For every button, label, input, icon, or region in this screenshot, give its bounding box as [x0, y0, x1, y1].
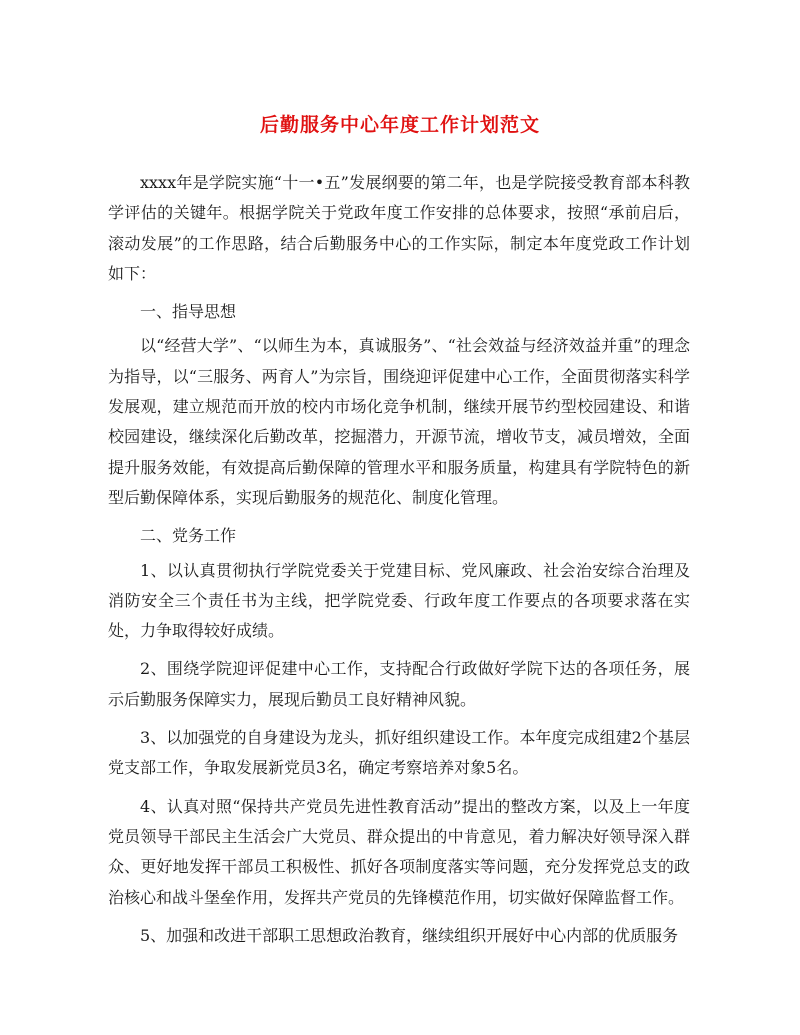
guiding-ideology-paragraph: 以“经营大学”、“以师生为本，真诚服务”、“社会效益与经济效益并重”的理念为指导，以“三服务、两育人”为宗旨，围绕迎评促建中心工作，全面贯彻落实科学发展观，建立规范而开放的校内市场化竞争机制，继续开展节约型校园建设、和谐校园建设，继续深化后勤改革，挖掘潜力，开源节流，增收节支，减员增效，全面提升服务效能，有效提高后勤保障的管理水平和服务质量，构建具有学院特色的新型后勤保障体系，实现后勤服务的规范化、制度化管理。 [108, 336, 690, 507]
section-heading-party-affairs: 二、党务工作 [140, 526, 237, 546]
document-title: 后勤服务中心年度工作计划范文 [259, 114, 540, 136]
document-body [108, 168, 690, 959]
party-affairs-item-5: 5、加强和改进干部职工思想政治教育，继续组织开展好中心内部的优质服务 [140, 925, 679, 945]
party-affairs-item-4: 4、认真对照“保持共产党员先进性教育活动”提出的整改方案，以及上一年度党员领导干部民主生活会广大党员、群众提出的中肯意见，着力解决好领导深入群众、更好地发挥干部员工积极性、抓好各项制度落实等问题，充分发挥党总支的政治核心和战斗堡垒作用，发挥共产党员的先锋模范作用，切实做好保障监督工作。 [108, 796, 690, 907]
party-affairs-item-3: 3、以加强党的自身建设为龙头，抓好组织建设工作。本年度完成组建2个基层党支部工作，争取发展新党员3名，确定考察培养对象5名。 [108, 728, 690, 778]
party-affairs-item-1: 1、以认真贯彻执行学院党委关于党建目标、党风廉政、社会治安综合治理及消防安全三个责任书为主线，把学院党委、行政年度工作要点的各项要求落在实处，力争取得较好成绩。 [108, 560, 690, 641]
intro-paragraph: xxxx年是学院实施“十一•五”发展纲要的第二年，也是学院接受教育部本科教学评估的关键年。根据学院关于党政年度工作安排的总体要求，按照“承前启后，滚动发展”的工作思路，结合后勤服务中心的工作实际，制定本年度党政工作计划如下： [108, 173, 690, 283]
section-heading-guiding-ideology: 一、指导思想 [140, 302, 237, 322]
party-affairs-item-2: 2、围绕学院迎评促建中心工作，支持配合行政做好学院下达的各项任务，展示后勤服务保障实力，展现后勤员工良好精神风貌。 [108, 659, 690, 709]
